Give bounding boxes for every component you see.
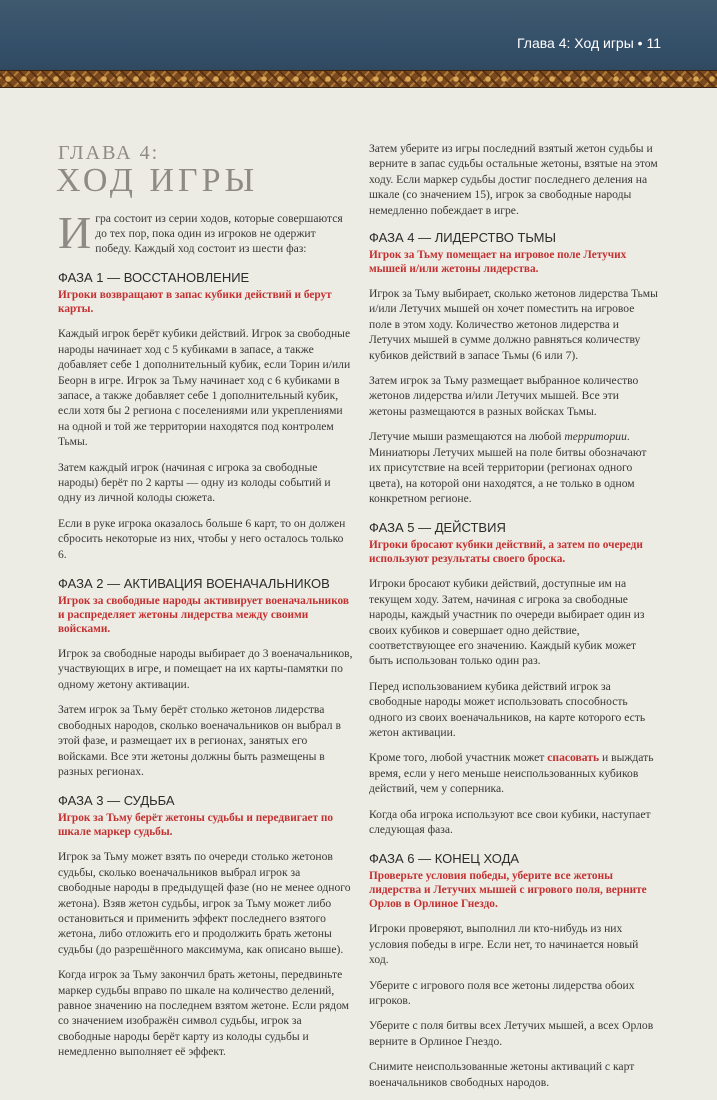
running-header: Глава 4: Ход игры • 11	[517, 35, 661, 51]
phase3-p2: Когда игрок за Тьму закончил брать жетоны, передвиньте маркер судьбы вправо по шкале на количество делений, равное значению на последнем взятом жетоне. Если рядом со значением изображён символ судьбы, игрок за свободные народы берёт карту из колоды судьбы и немедленно выполняет её эффект.	[58, 968, 349, 1059]
phase6-p3: Уберите с поля битвы всех Летучих мышей, а всех Орлов верните в Орлиное Гнездо.	[369, 1019, 654, 1048]
pass-keyword: спасовать	[547, 751, 600, 765]
phase4-p3-start: Летучие мыши размещаются на любой	[369, 430, 565, 444]
phase5-p4: Когда оба игрока используют все свои кубики, наступает следующая фаза.	[369, 807, 651, 836]
phase6-summary: Проверьте условия победы, уберите все жетоны лидерства и Летучих мышей с игрового поля, верните Орлов в Орлиное Гнездо.	[369, 870, 647, 911]
phase6-title: ФАЗА 6 — КОНЕЦ ХОДА	[369, 851, 520, 867]
phase4-p2: Затем игрок за Тьму размещает выбранное количество жетонов лидерства и/или Летучих мышей. Все эти жетоны размещаются в разных войсках Тьмы.	[369, 374, 639, 418]
phase5-p3	[369, 750, 659, 796]
left-column	[58, 207, 354, 1070]
phase2-title: ФАЗА 2 — АКТИВАЦИЯ ВОЕНАЧАЛЬНИКОВ	[58, 576, 330, 592]
phase2-p1: Игрок за свободные народы выбирает до 3 военачальников, участвующих в игре, и помещает на их карты-памятки по одному жетону активации.	[58, 647, 353, 691]
phase5-p3-end: и выждать время, если у него меньше неиспользованных кубиков действий, чем у соперника.	[369, 751, 654, 796]
phase4-p3-emphasis: территории	[564, 430, 627, 444]
intro-paragraph	[58, 207, 354, 258]
phase5-p3-start: Кроме того, любой участник может	[369, 751, 548, 765]
chapter-title: ХОД ИГРЫ	[56, 162, 259, 199]
phase5-title: ФАЗА 5 — ДЕЙСТВИЯ	[369, 520, 506, 536]
phase5-p1: Игроки бросают кубики действий, доступные им на текущем ходу. Затем, начиная с игрока за свободные народы, каждый участник по очереди выбирает один из своих кубиков и совершает одно действие, соответствующее его значению. Каждый кубик может быть использован только один раз.	[369, 577, 645, 668]
phase1-title: ФАЗА 1 — ВОССТАНОВЛЕНИЕ	[58, 270, 250, 286]
ornament-border	[0, 70, 717, 88]
chapter-label: ГЛАВА 4:	[58, 142, 160, 164]
phase4-title: ФАЗА 4 — ЛИДЕРСТВО ТЬМЫ	[369, 230, 556, 246]
phase4-summary: Игрок за Тьму помещает на игровое поле Летучих мышей и/или жетоны лидерства.	[369, 249, 627, 276]
drop-cap: И	[58, 207, 92, 258]
header-band	[0, 0, 717, 70]
phase4-p3-end: . Миниатюры Летучих мышей на поле битвы обозначают их присутствие на всей территории (регионах одного цвета), на которой они находятся, а не только в одном конкретном регионе.	[369, 430, 647, 505]
phase1-p2: Затем каждый игрок (начиная с игрока за свободные народы) берёт по 2 карты — одну из колоды событий и одну из личной колоды сюжета.	[58, 460, 331, 505]
phase3-p1: Игрок за Тьму может взять по очереди столько жетонов судьбы, сколько военачальников выбрал игрок за свободные народы в предыдущей фазе (но не менее одного жетона). Взяв жетон судьбы, игрок за Тьму может либо остановиться и применить эффект последнего взятого жетона, либо отложить его и продолжить брать жетоны судьбы (до разрешённого максимума, как описано выше).	[58, 850, 351, 956]
phase6-p4: Снимите неиспользованные жетоны активаций с карт военачальников свободных народов.	[369, 1060, 635, 1089]
phase3-title: ФАЗА 3 — СУДЬБА	[58, 793, 175, 809]
phase5-summary: Игроки бросают кубики действий, а затем по очереди используют результаты своего броска.	[369, 539, 643, 566]
phase1-p1: Каждый игрок берёт кубики действий. Игрок за свободные народы начинает ход с 5 кубиками в запасе, а также добавляет себе 1 дополнительный кубик, если Торин и/или Беорн в игре. Игрок за Тьму начинает ход с 6 кубиками в запасе, а также добавляет себе 1 дополнительный кубик, если хотя бы 2 региона с поселениями или укреплениями на одной и той же территории находятся под контролем Тьмы.	[58, 327, 351, 449]
phase6-p1: Игроки проверяют, выполнил ли кто-нибудь из них условия победы в игре. Если нет, то начинается новый ход.	[369, 922, 639, 967]
phase4-p1: Игрок за Тьму выбирает, сколько жетонов лидерства Тьмы и/или Летучих мышей он хочет поместить на игровое поле в этом ходу. Количество жетонов лидерства и Летучих мышей в сумме должно равняться количеству кубиков действий в запасе Тьмы (6 или 7).	[369, 287, 658, 362]
phase4-p3	[369, 429, 659, 506]
phase2-summary: Игрок за свободные народы активирует военачальников и распределяет жетоны лидерства между своими войсками.	[58, 595, 350, 636]
right-column	[369, 141, 659, 1100]
phase5-p2: Перед использованием кубика действий игрок за свободные народы может использовать способность одного из своих военачальников, на карте которого есть жетон активации.	[369, 679, 646, 739]
phase3-summary: Игрок за Тьму берёт жетоны судьбы и передвигает по шкале маркер судьбы.	[58, 812, 334, 839]
phase1-p3: Если в руке игрока оказалось больше 6 карт, то он должен сбросить некоторые из них, чтобы у него осталось только 6.	[58, 516, 346, 561]
phase6-p2: Уберите с игрового поля все жетоны лидерства обоих игроков.	[369, 978, 635, 1008]
phase1-summary: Игроки возвращают в запас кубики действий и берут карты.	[58, 289, 332, 316]
phase3-p3: Затем уберите из игры последний взятый жетон судьбы и верните в запас судьбы остальные жетоны, взятые на этом ходу. Если маркер судьбы достиг последнего деления на шкале (со значением 15), игрок за свободные народы немедленно побеждает в игре.	[369, 142, 658, 217]
intro-text: гра состоит из серии ходов, которые совершаются до тех пор, пока один из игроков не одержит победу. Каждый ход состоит из шести фаз:	[95, 212, 343, 255]
phase2-p2: Затем игрок за Тьму берёт столько жетонов лидерства свободных народов, сколько военачальников он выбрал в этой фазе, и размещает их в регионах, занятых его войсками. Все эти жетоны должны быть размещены в разных регионах.	[58, 703, 341, 778]
